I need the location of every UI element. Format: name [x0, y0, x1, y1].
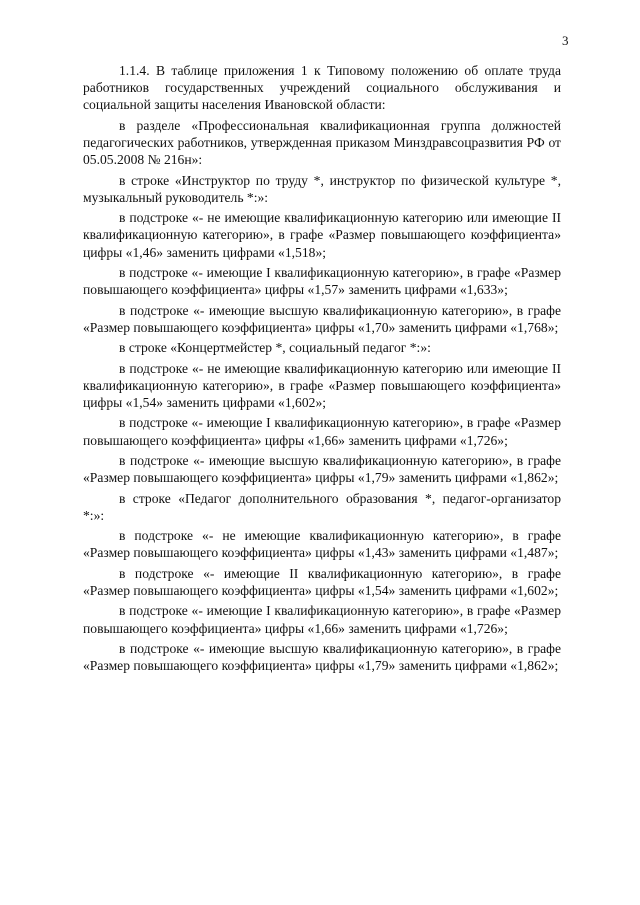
paragraph-section-pedagogical: в разделе «Профессиональная квалификационная группа должностей педагогических работников, утвержденная приказом Минздравсоцразвития РФ от 05.05.2008 № 216н»: [83, 117, 561, 168]
paragraph-row-additional-education: в строке «Педагог дополнительного образования *, педагог-организатор *:»: [83, 490, 561, 523]
paragraph-subrow: в подстроке «- имеющие высшую квалификационную категорию», в графе «Размер повышающего коэффициента» цифры «1,79» заменить цифрами «1,862»; [83, 640, 561, 674]
paragraph-row-instructor: в строке «Инструктор по труду *, инструктор по физической культуре *, музыкальный руководитель *:»: [83, 172, 561, 205]
page-number: 3 [562, 33, 569, 48]
paragraph-subrow: в подстроке «- не имеющие квалификационную категорию или имеющие II квалификационную категорию», в графе «Размер повышающего коэффициента» цифры «1,46» заменить цифрами «1,518»; [83, 210, 561, 260]
paragraph-subrow: в подстроке «- не имеющие квалификационную категорию или имеющие II квалификационную категорию», в графе «Размер повышающего коэффициента» цифры «1,54» заменить цифрами «1,602»; [83, 360, 561, 410]
paragraph-subrow: в подстроке «- не имеющие квалификационную категорию», в графе «Размер повышающего коэффициента» цифры «1,43» заменить цифрами «1,487»; [83, 528, 561, 561]
document-body [83, 62, 561, 678]
paragraph-1-1-4-intro: 1.1.4. В таблице приложения 1 к Типовому положению об оплате труда работников государственных учреждений социального обслуживания и социальной защиты населения Ивановской области: [83, 63, 561, 113]
paragraph-subrow: в подстроке «- имеющие II квалификационную категорию», в графе «Размер повышающего коэффициента» цифры «1,54» заменить цифрами «1,602»; [83, 565, 561, 598]
paragraph-row-concertmaster: в строке «Концертмейстер *, социальный педагог *:»: [119, 340, 431, 356]
paragraph-subrow: в подстроке «- имеющие I квалификационную категорию», в графе «Размер повышающего коэффициента» цифры «1,66» заменить цифрами «1,726»; [83, 415, 561, 448]
paragraph-subrow: в подстроке «- имеющие высшую квалификационную категорию», в графе «Размер повышающего коэффициента» цифры «1,79» заменить цифрами «1,862»; [83, 452, 561, 486]
paragraph-subrow: в подстроке «- имеющие I квалификационную категорию», в графе «Размер повышающего коэффициента» цифры «1,57» заменить цифрами «1,633»; [83, 264, 561, 298]
paragraph-subrow: в подстроке «- имеющие высшую квалификационную категорию», в графе «Размер повышающего коэффициента» цифры «1,70» заменить цифрами «1,768»; [83, 302, 561, 335]
paragraph-subrow: в подстроке «- имеющие I квалификационную категорию», в графе «Размер повышающего коэффициента» цифры «1,66» заменить цифрами «1,726»; [83, 603, 561, 636]
